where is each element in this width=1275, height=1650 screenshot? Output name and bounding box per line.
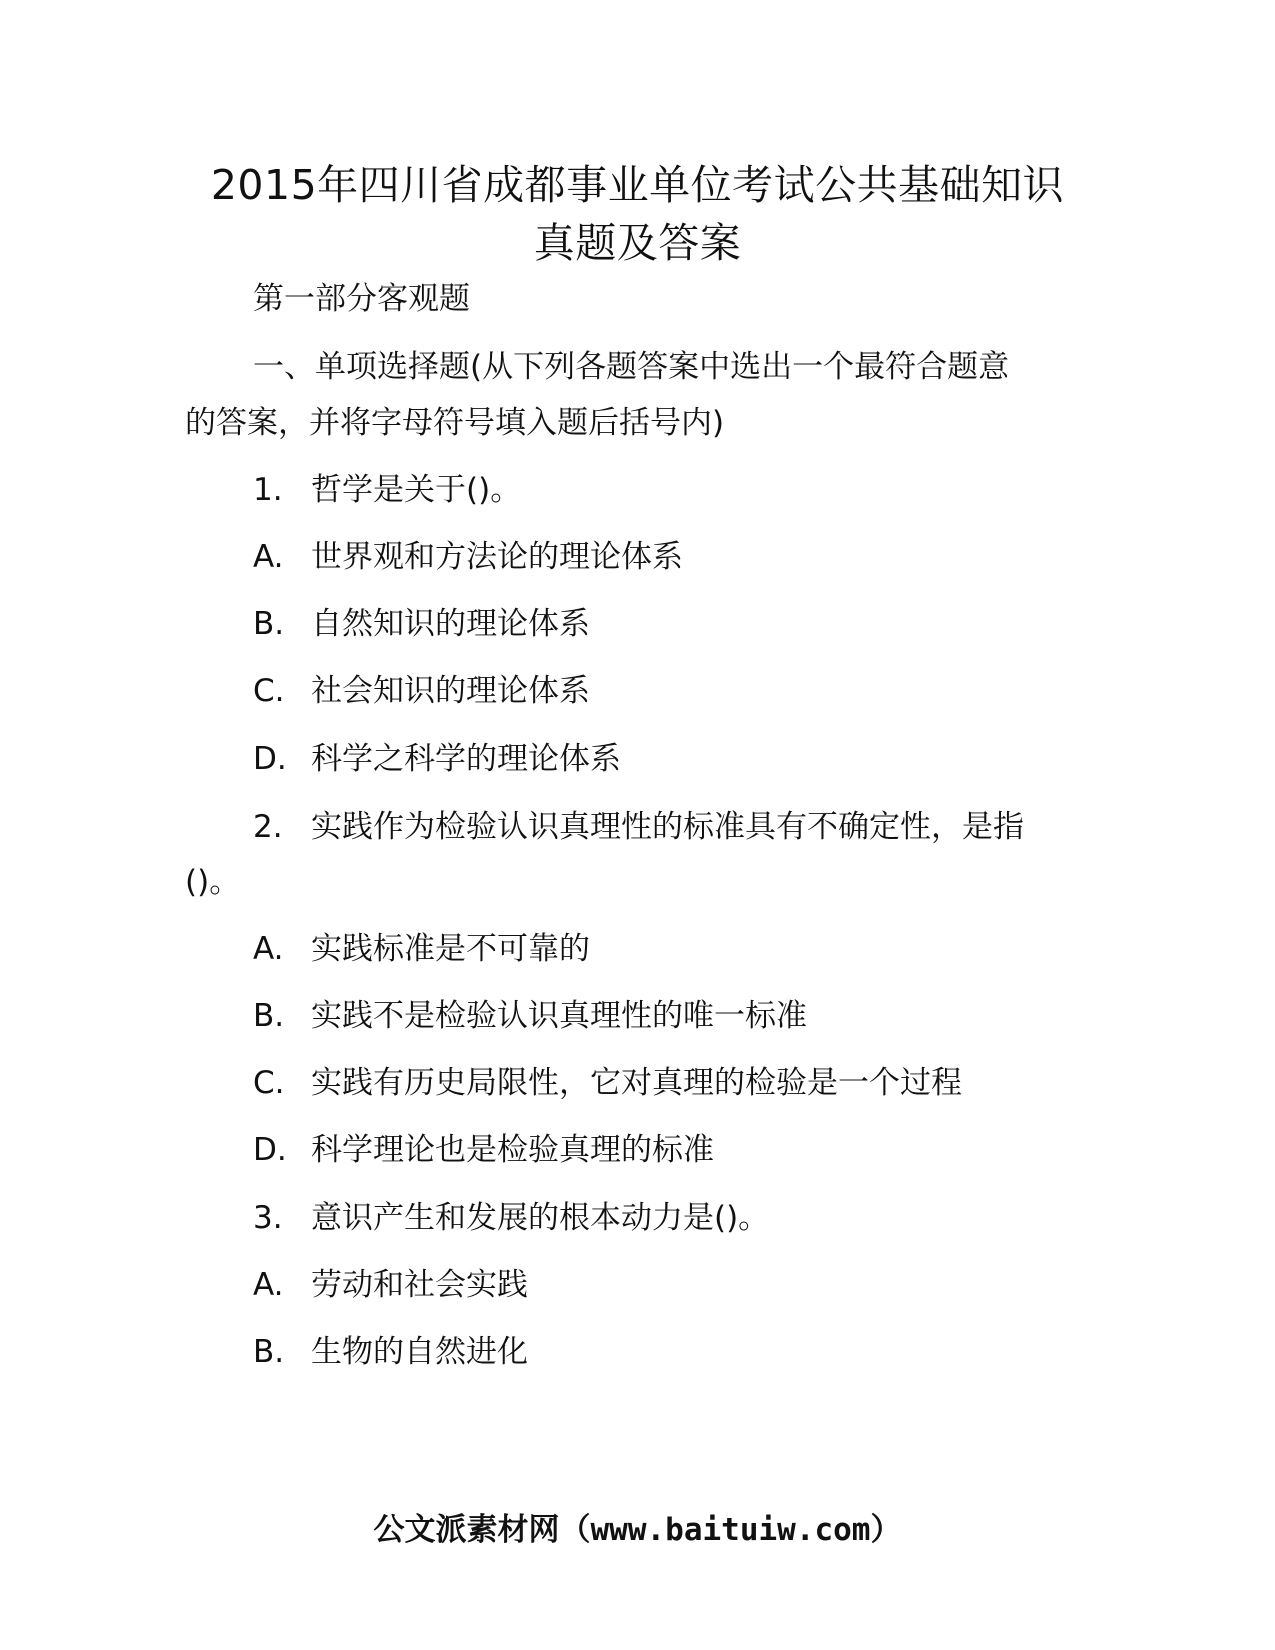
option-text: 实践标准是不可靠的 (311, 931, 590, 967)
question-3-option-a (253, 1265, 528, 1305)
question-2-continuation: ()。 (185, 864, 241, 900)
instruction-line-2: 的答案，并将字母符号填入题后括号内) (185, 405, 725, 441)
option-label: C. (253, 673, 285, 709)
question-2-option-c (253, 1063, 962, 1103)
option-text: 实践不是检验认识真理性的唯一标准 (311, 998, 807, 1034)
option-label: B. (253, 606, 285, 642)
question-1-option-b (253, 604, 590, 644)
option-label: A. (253, 1267, 284, 1303)
document-title-line-1: 2015年四川省成都事业单位考试公共基础知识 (210, 161, 1065, 209)
option-label: C. (253, 1065, 285, 1101)
question-1-option-d (253, 739, 621, 779)
footer-site-url[interactable]: （www.baituiw.com） (559, 1512, 902, 1548)
option-text: 科学理论也是检验真理的标准 (311, 1132, 714, 1168)
question-3-option-b (253, 1332, 528, 1372)
option-text: 社会知识的理论体系 (311, 673, 590, 709)
question-number: 3. (253, 1200, 283, 1236)
option-label: D. (253, 1132, 287, 1168)
question-text: 实践作为检验认识真理性的标准具有不确定性，是指 (311, 809, 1024, 845)
question-1 (253, 470, 521, 510)
question-number: 1. (253, 472, 283, 508)
question-number: 2. (253, 809, 283, 845)
option-label: A. (253, 539, 284, 575)
option-text: 实践有历史局限性，它对真理的检验是一个过程 (311, 1065, 962, 1101)
question-2 (253, 807, 1024, 847)
document-title-line-2: 真题及答案 (533, 219, 742, 267)
option-text: 科学之科学的理论体系 (311, 741, 621, 777)
question-2-option-d (253, 1130, 714, 1170)
section-heading: 第一部分客观题 (253, 281, 470, 317)
question-text: 哲学是关于()。 (311, 472, 522, 508)
option-text: 世界观和方法论的理论体系 (311, 539, 683, 575)
option-text: 自然知识的理论体系 (311, 606, 590, 642)
question-1-option-a (253, 537, 683, 577)
option-text: 生物的自然进化 (311, 1334, 528, 1370)
instruction-line-1: 一、单项选择题(从下列各题答案中选出一个最符合题意 (253, 349, 1010, 385)
option-label: B. (253, 1334, 285, 1370)
option-label: B. (253, 998, 285, 1034)
question-2-option-b (253, 996, 807, 1036)
question-text: 意识产生和发展的根本动力是()。 (311, 1200, 770, 1236)
question-3 (253, 1198, 769, 1238)
option-text: 劳动和社会实践 (311, 1267, 528, 1303)
option-label: D. (253, 741, 287, 777)
footer-site-name: 公文派素材网 (373, 1512, 560, 1548)
option-label: A. (253, 931, 284, 967)
page-footer (0, 1504, 1275, 1549)
question-2-option-a (253, 929, 590, 969)
question-1-option-c (253, 671, 590, 711)
